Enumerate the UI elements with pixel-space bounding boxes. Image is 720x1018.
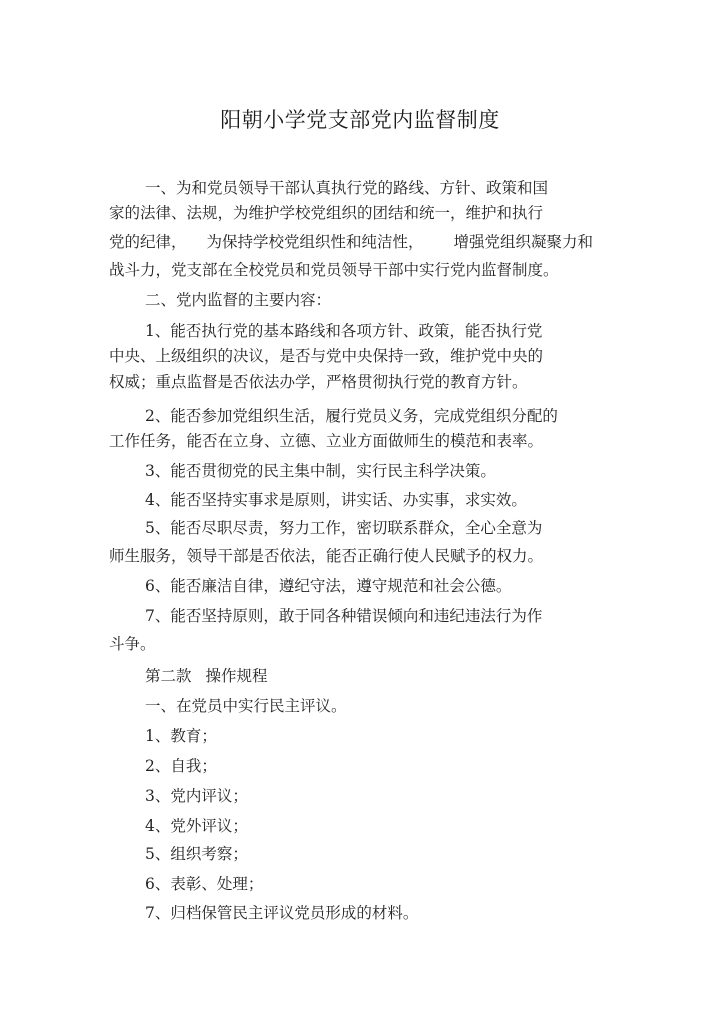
section1-line3-part-b: 为保持学校党组织性和纯洁性， bbox=[206, 233, 424, 251]
item6: 6、能否廉洁自律，遵纪守法，遵守规范和社会公德。 bbox=[145, 577, 512, 595]
item5-line2: 师生服务，领导干部是否依法，能否正确行使人民赋予的权力。 bbox=[109, 547, 544, 565]
section1-line3 bbox=[109, 232, 593, 252]
step-item: 2、自我； bbox=[145, 757, 217, 775]
item1-line2: 中央、上级组织的决议，是否与党中央保持一致，维护党中央的 bbox=[109, 347, 544, 365]
section1-line4: 战斗力，党支部在全校党员和党员领导干部中实行党内监督制度。 bbox=[109, 261, 559, 279]
item1-line3: 权威；重点监督是否依法办学，严格贯彻执行党的教育方针。 bbox=[109, 373, 528, 391]
item3: 3、能否贯彻党的民主集中制，实行民主科学决策。 bbox=[145, 462, 496, 480]
section2-heading: 二、党内监督的主要内容： bbox=[145, 291, 332, 309]
step-item: 4、党外评议； bbox=[145, 817, 248, 835]
step-item: 5、组织考察； bbox=[145, 845, 248, 863]
item1-line1: 1、能否执行党的基本路线和各项方针、政策，能否执行党 bbox=[145, 322, 543, 340]
section1-line1: 一、为和党员领导干部认真执行党的路线、方针、政策和国 bbox=[145, 179, 549, 197]
step-item: 1、教育； bbox=[145, 727, 217, 745]
step-item: 3、党内评议； bbox=[145, 787, 248, 805]
part2-subheading: 一、在党员中实行民主评议。 bbox=[145, 697, 347, 715]
item2-line1: 2、能否参加党组织生活，履行党员义务，完成党组织分配的 bbox=[145, 407, 558, 425]
part2-heading bbox=[145, 666, 268, 686]
section1-line3-part-a: 党的纪律， bbox=[109, 233, 187, 251]
part2-heading-title: 操作规程 bbox=[205, 667, 268, 685]
item7-line1: 7、能否坚持原则，敢于同各种错误倾向和违纪违法行为作 bbox=[145, 607, 543, 625]
section1-line2: 家的法律、法规，为维护学校党组织的团结和统一，维护和执行 bbox=[109, 204, 544, 222]
section1-line3-part-c: 增强党组织凝聚力和 bbox=[453, 233, 594, 251]
item2-line2: 工作任务，能否在立身、立德、立业方面做师生的模范和表率。 bbox=[109, 432, 544, 450]
document-title: 阳朝小学党支部党内监督制度 bbox=[220, 108, 500, 132]
item5-line1: 5、能否尽职尽责，努力工作，密切联系群众，全心全意为 bbox=[145, 519, 543, 537]
step-item: 7、归档保管民主评议党员形成的材料。 bbox=[145, 904, 419, 922]
part2-heading-number: 第二款 bbox=[145, 667, 192, 685]
item4: 4、能否坚持实事求是原则，讲实话、办实事，求实效。 bbox=[145, 491, 527, 509]
step-item: 6、表彰、处理； bbox=[145, 875, 264, 893]
item7-line2: 斗争。 bbox=[109, 635, 156, 653]
